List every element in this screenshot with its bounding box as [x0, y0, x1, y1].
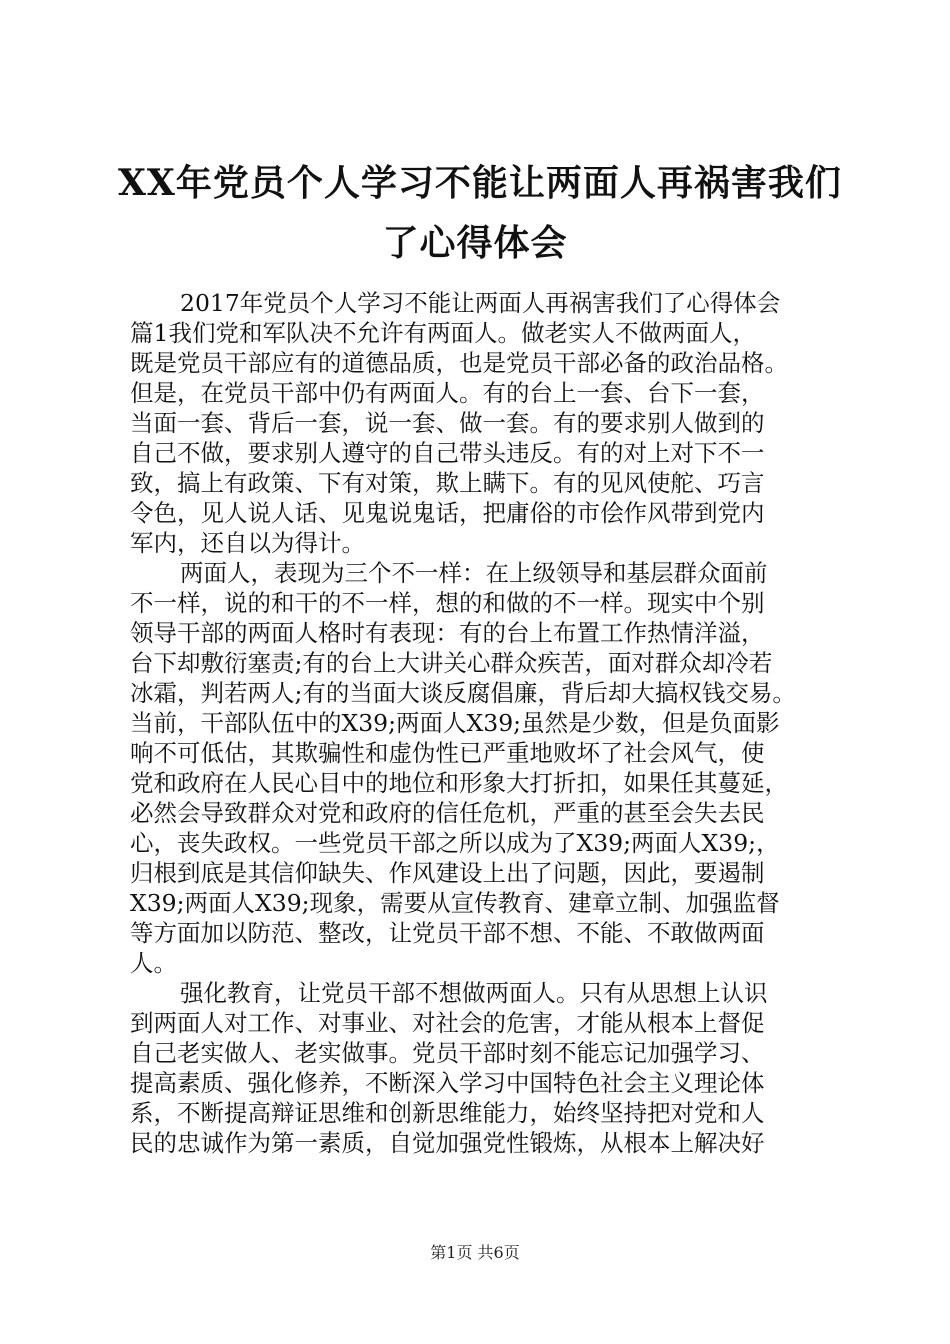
body-text-line: 响不可低估，其欺骗性和虚伪性已严重地败坏了社会风气，使 [130, 739, 765, 767]
body-text-line: 但是，在党员干部中仍有两面人。有的台上一套、台下一套， [130, 379, 765, 407]
body-text-line: 领导干部的两面人格时有表现：有的台上布置工作热情洋溢， [130, 619, 765, 647]
body-text-line: 自己老实做人、老实做事。党员干部时刻不能忘记加强学习、 [130, 1039, 765, 1067]
body-text-line: 当面一套、背后一套，说一套、做一套。有的要求别人做到的 [130, 409, 765, 437]
body-text-line: 心，丧失政权。一些党员干部之所以成为了X39;两面人X39;， [130, 829, 780, 857]
body-text-line: X39;两面人X39;现象，需要从宣传教育、建章立制、加强监督 [130, 889, 780, 917]
body-text-line: 必然会导致群众对党和政府的信任危机，严重的甚至会失去民 [130, 799, 765, 827]
body-text-line: 令色，见人说人话、见鬼说鬼话，把庸俗的市侩作风带到党内 [130, 499, 765, 527]
body-text-line: 致，搞上有政策、下有对策，欺上瞒下。有的见风使舵、巧言 [130, 469, 765, 497]
body-text-line: 2017年党员个人学习不能让两面人再祸害我们了心得体会 [180, 289, 781, 317]
body-text-line: 不一样，说的和干的不一样，想的和做的不一样。现实中个别 [130, 589, 765, 617]
body-text-line: 既是党员干部应有的道德品质，也是党员干部必备的政治品格。 [130, 349, 788, 377]
body-text-line: 冰霜，判若两人;有的当面大谈反腐倡廉，背后却大搞权钱交易。 [130, 679, 796, 707]
document-title-line-1: XX年党员个人学习不能让两面人再祸害我们 [118, 162, 842, 204]
document-title-line-2: 了心得体会 [382, 222, 568, 264]
body-text-line: 强化教育，让党员干部不想做两面人。只有从思想上认识 [180, 979, 768, 1007]
body-text-line: 两面人，表现为三个不一样：在上级领导和基层群众面前 [180, 559, 768, 587]
body-text-line: 自己不做，要求别人遵守的自己带头违反。有的对上对下不一 [130, 439, 765, 467]
body-text-line: 系，不断提高辩证思维和创新思维能力，始终坚持把对党和人 [130, 1099, 765, 1127]
body-text-line: 归根到底是其信仰缺失、作风建设上出了问题，因此，要遏制 [130, 859, 765, 887]
body-text-line: 人。 [130, 949, 177, 977]
document-body [130, 288, 832, 1158]
body-text-line: 台下却敷衍塞责;有的台上大讲关心群众疾苦，面对群众却冷若 [130, 649, 773, 677]
page-footer: 第1页 共6页 [430, 1243, 520, 1262]
body-text-line: 党和政府在人民心目中的地位和形象大打折扣，如果任其蔓延， [130, 769, 788, 797]
body-text-line: 篇1我们党和军队决不允许有两面人。做老实人不做两面人， [130, 319, 756, 347]
body-text-line: 当前，干部队伍中的X39;两面人X39;虽然是少数，但是负面影 [130, 709, 780, 737]
body-text-line: 等方面加以防范、整改，让党员干部不想、不能、不敢做两面 [130, 919, 765, 947]
body-text-line: 民的忠诚作为第一素质，自觉加强党性锻炼，从根本上解决好 [130, 1129, 765, 1157]
body-text-line: 军内，还自以为得计。 [130, 529, 365, 557]
body-text-line: 到两面人对工作、对事业、对社会的危害，才能从根本上督促 [130, 1009, 765, 1037]
body-text-line: 提高素质、强化修养，不断深入学习中国特色社会主义理论体 [130, 1069, 765, 1097]
